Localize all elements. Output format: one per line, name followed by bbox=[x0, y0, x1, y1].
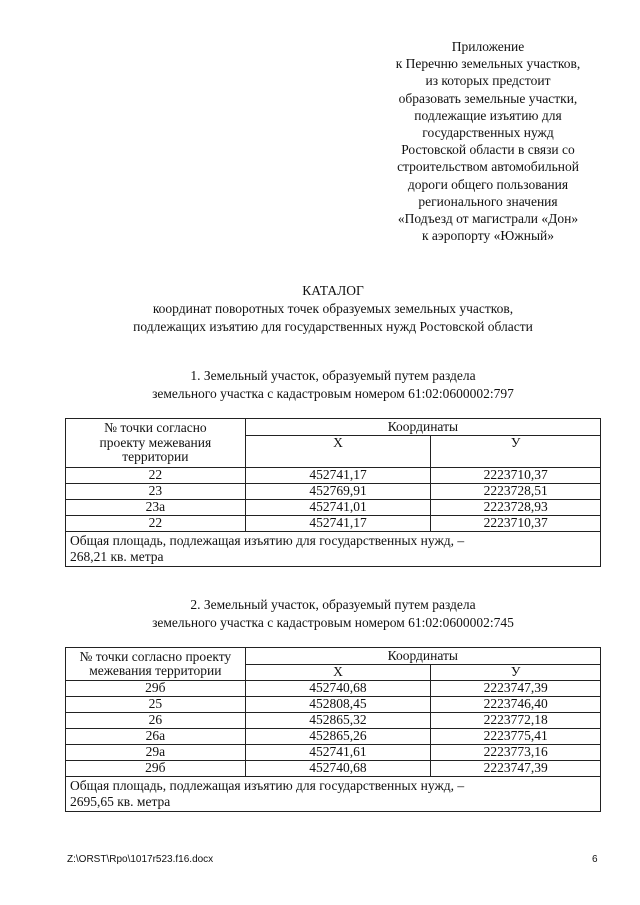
cell-x: 452865,26 bbox=[245, 729, 431, 745]
appendix-line: регионального значения bbox=[418, 193, 558, 209]
table-row bbox=[66, 681, 601, 697]
total-area-value: 268,21 кв. метра bbox=[70, 549, 164, 564]
table-row bbox=[66, 729, 601, 745]
section-1-title-line2: земельного участка с кадастровым номером 61:02:0600002:797 bbox=[152, 386, 514, 401]
table-row bbox=[66, 697, 601, 713]
cell-y: 2223772,18 bbox=[431, 713, 601, 729]
section-2-title-line2: земельного участка с кадастровым номером 61:02:0600002:745 bbox=[152, 615, 514, 630]
cell-point: 26 bbox=[66, 713, 246, 729]
cell-x: 452741,61 bbox=[245, 745, 431, 761]
cell-point: 29б bbox=[66, 761, 246, 777]
cell-y: 2223728,93 bbox=[431, 500, 601, 516]
cell-x: 452740,68 bbox=[245, 761, 431, 777]
cell-y: 2223710,37 bbox=[431, 516, 601, 532]
catalog-title: КАТАЛОГ bbox=[302, 283, 364, 298]
section-2-title bbox=[60, 596, 606, 632]
table-row bbox=[66, 761, 601, 777]
appendix-line: подлежащие изъятию для bbox=[414, 107, 562, 123]
cell-y: 2223773,16 bbox=[431, 745, 601, 761]
header-x: Х bbox=[245, 436, 431, 468]
page-number: 6 bbox=[592, 854, 598, 865]
footer-file-path: Z:\ORST\Rpo\1017r523.f16.docx bbox=[67, 854, 214, 865]
cell-x: 452769,91 bbox=[245, 484, 431, 500]
header-coordinates: Координаты bbox=[245, 648, 600, 665]
cell-y: 2223747,39 bbox=[431, 681, 601, 697]
catalog-subtitle-line2: подлежащих изъятию для государственных нужд Ростовской области bbox=[133, 319, 533, 334]
header-coordinates: Координаты bbox=[245, 419, 600, 436]
cell-point: 23 bbox=[66, 484, 246, 500]
table-row bbox=[66, 745, 601, 761]
cell-point: 22 bbox=[66, 468, 246, 484]
coordinates-table-2 bbox=[65, 647, 601, 812]
appendix-line: «Подъезд от магистрали «Дон» bbox=[397, 211, 579, 227]
total-area-value: 2695,65 кв. метра bbox=[70, 794, 171, 809]
cell-point: 25 bbox=[66, 697, 246, 713]
table-row bbox=[66, 500, 601, 516]
appendix-line: образовать земельные участки, bbox=[398, 90, 578, 106]
appendix-line: дороги общего пользования bbox=[407, 176, 569, 192]
cell-x: 452741,17 bbox=[245, 468, 431, 484]
cell-point: 29б bbox=[66, 681, 246, 697]
cell-x: 452808,45 bbox=[245, 697, 431, 713]
cell-x: 452865,32 bbox=[245, 713, 431, 729]
section-2-title-line1: 2. Земельный участок, образуемый путем раздела bbox=[190, 597, 476, 612]
appendix-header bbox=[370, 38, 606, 244]
cell-x: 452741,17 bbox=[245, 516, 431, 532]
cell-y: 2223728,51 bbox=[431, 484, 601, 500]
section-1-title bbox=[60, 367, 606, 403]
appendix-line: строительством автомобильной bbox=[397, 159, 579, 175]
cell-x: 452740,68 bbox=[245, 681, 431, 697]
appendix-line: к Перечню земельных участков, bbox=[395, 56, 581, 72]
cell-point: 29а bbox=[66, 745, 246, 761]
header-y: У bbox=[431, 664, 601, 681]
appendix-line: Приложение bbox=[451, 39, 525, 54]
total-area-row bbox=[66, 532, 601, 567]
cell-x: 452741,01 bbox=[245, 500, 431, 516]
appendix-line: из которых предстоит bbox=[425, 73, 551, 89]
total-area-text: Общая площадь, подлежащая изъятию для государственных нужд, – bbox=[70, 778, 465, 793]
appendix-line: государственных нужд bbox=[422, 125, 554, 141]
cell-y: 2223747,39 bbox=[431, 761, 601, 777]
appendix-line: к аэропорту «Южный» bbox=[421, 228, 554, 244]
cell-point: 22 bbox=[66, 516, 246, 532]
header-y: У bbox=[431, 436, 601, 468]
appendix-line: Ростовской области в связи со bbox=[401, 142, 575, 158]
cell-y: 2223710,37 bbox=[431, 468, 601, 484]
table-row bbox=[66, 468, 601, 484]
catalog-heading bbox=[60, 282, 606, 336]
cell-y: 2223746,40 bbox=[431, 697, 601, 713]
cell-point: 26а bbox=[66, 729, 246, 745]
table-row bbox=[66, 484, 601, 500]
table-row bbox=[66, 713, 601, 729]
table-row bbox=[66, 516, 601, 532]
section-1-title-line1: 1. Земельный участок, образуемый путем раздела bbox=[190, 368, 476, 383]
header-point-number: № точки согласно проекту межевания территории bbox=[66, 648, 246, 681]
cell-point: 23а bbox=[66, 500, 246, 516]
catalog-subtitle-line1: координат поворотных точек образуемых земельных участков, bbox=[152, 301, 514, 316]
total-area-row bbox=[66, 777, 601, 812]
coordinates-table-1 bbox=[65, 418, 601, 567]
cell-y: 2223775,41 bbox=[431, 729, 601, 745]
header-point-number: № точки согласно проекту межевания территории bbox=[66, 419, 246, 468]
header-x: Х bbox=[245, 664, 431, 681]
total-area-text: Общая площадь, подлежащая изъятию для государственных нужд, – bbox=[70, 533, 465, 548]
